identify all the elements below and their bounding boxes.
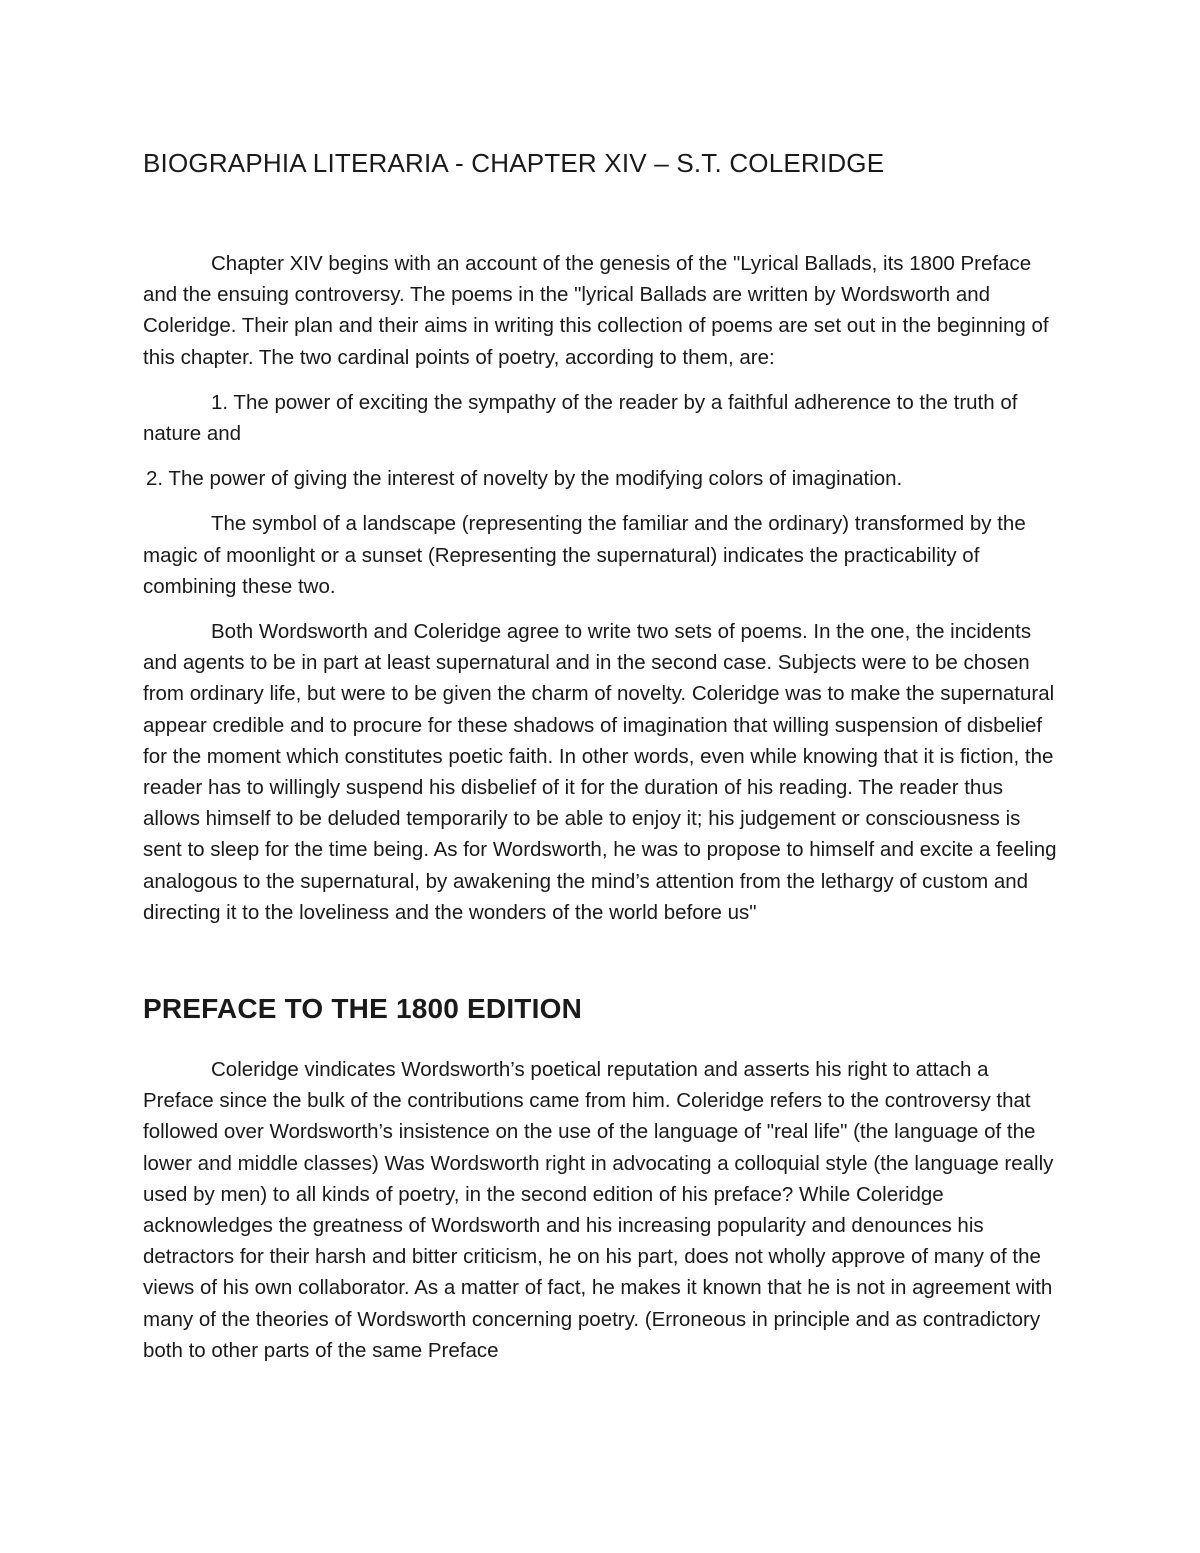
landscape-paragraph: The symbol of a landscape (representing the familiar and the ordinary) transformed by the magic of moonlight or a sunset (Representing the supernatural) indicates the practicability of combining these two. [143, 512, 1026, 598]
preface-paragraph: Coleridge vindicates Wordsworth’s poetical reputation and asserts his right to attach a Preface since the bulk of the contributions came from him. Coleridge refers to the controversy that followed over Wordsworth’s insistence on the use of the language of "real life" (the language of the lower and middle classes) Was Wordsworth right in advocating a colloquial style (the language really used by men) to all kinds of poetry, in the second edition of his preface? While Coleridge acknowledges the greatness of Wordsworth and his increasing popularity and denounces his detractors for their harsh and bitter criticism, he on his part, does not wholly approve of many of the views of his own collaborator. As a matter of fact, he makes it known that he is not in agreement with many of the theories of Wordsworth concerning poetry. (Erroneous in principle and as contradictory both to other parts of the same Preface [143, 1058, 1054, 1362]
document-title: BIOGRAPHIA LITERARIA - CHAPTER XIV – S.T. COLERIDGE [143, 148, 885, 178]
document-body [143, 146, 1063, 1380]
intro-paragraph: Chapter XIV begins with an account of the genesis of the "Lyrical Ballads, its 1800 Preface and the ensuing controversy. The poems in the "lyrical Ballads are written by Wordsworth and Coleridge. Their plan and their aims in writing this collection of poems are set out in the beginning of this chapter. The two cardinal points of poetry, according to them, are: [143, 252, 1049, 369]
list-item-1: 1. The power of exciting the sympathy of the reader by a faithful adherence to the truth of nature and [143, 390, 1018, 446]
section-heading-preface: PREFACE TO THE 1800 EDITION [143, 993, 582, 1025]
list-item-2: 2. The power of giving the interest of novelty by the modifying colors of imagination. [146, 467, 903, 491]
two-sets-paragraph: Both Wordsworth and Coleridge agree to write two sets of poems. In the one, the incidents and agents to be in part at least supernatural and in the second case. Subjects were to be chosen from ordinary life, but were to be given the charm of novelty. Coleridge was to make the supernatural appear credible and to procure for these shadows of imagination that willing suspension of disbelief for the moment which constitutes poetic faith. In other words, even while knowing that it is fiction, the reader has to willingly suspend his disbelief of it for the duration of his reading. The reader thus allows himself to be deluded temporarily to be able to enjoy it; his judgement or consciousness is sent to sleep for the time being. As for Wordsworth, he was to propose to himself and excite a feeling analogous to the supernatural, by awakening the mind’s attention from the lethargy of custom and directing it to the loveliness and the wonders of the world before us" [143, 620, 1057, 924]
